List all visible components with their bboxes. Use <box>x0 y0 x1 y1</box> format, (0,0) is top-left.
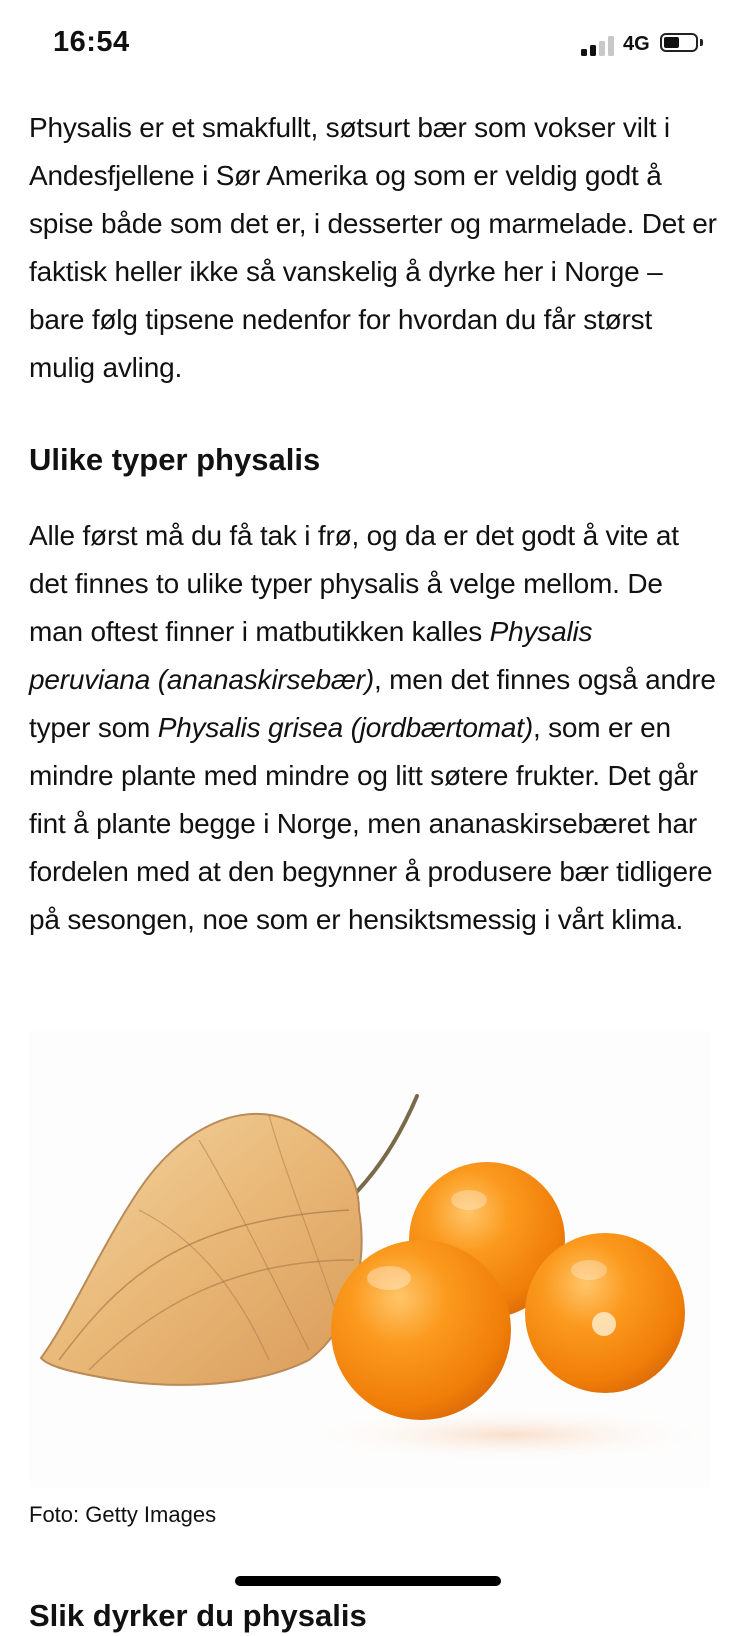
photo-caption: Foto: Getty Images <box>29 1502 217 1527</box>
intro-paragraph <box>29 104 719 392</box>
types-paragraph-text-run: Alle først må du få tak i frø, og da er det godt å vite at det finnes to ulike typer physalis å velge mellom. De man oftest finner i matbutikken kalles <box>29 520 679 647</box>
physalis-photo[interactable] <box>29 1030 710 1488</box>
types-paragraph-text-run: Physalis peruviana (ananaskirsebær) <box>29 616 593 695</box>
status-time: 16:54 <box>53 26 130 58</box>
types-paragraph-text-run: Physalis grisea (jordbærtomat) <box>157 712 533 743</box>
cellular-signal-icon <box>581 34 617 56</box>
section-heading-types: Ulike typer physalis <box>29 442 321 477</box>
intro-paragraph-text-run: Physalis er et smakfullt, søtsurt bær som vokser vilt i Andesfjellene i Sør Amerika og som er veldig godt å spise både som det er, i desserter og marmelade. Det er faktisk heller ikke så vanskelig å dyrke her i Norge – bare følg tipsene nedenfor for hvordan du får størst mulig avling. <box>29 112 717 383</box>
network-type: 4G <box>623 33 650 55</box>
home-indicator[interactable] <box>235 1576 501 1586</box>
types-paragraph-text-run: , som er en mindre plante med mindre og litt søtere frukter. Det går fint å plante begge i Norge, men ananaskirsebæret har fordelen med at den begynner å produsere bær tidligere på sesongen, noe som er hensiktsmessig i vårt klima. <box>29 712 713 935</box>
section-heading-growing: Slik dyrker du physalis <box>29 1598 367 1633</box>
battery-icon <box>660 33 704 55</box>
types-paragraph <box>29 512 719 944</box>
status-bar <box>0 0 739 90</box>
types-paragraph-text-run: , men det finnes også andre typer som <box>29 664 716 743</box>
